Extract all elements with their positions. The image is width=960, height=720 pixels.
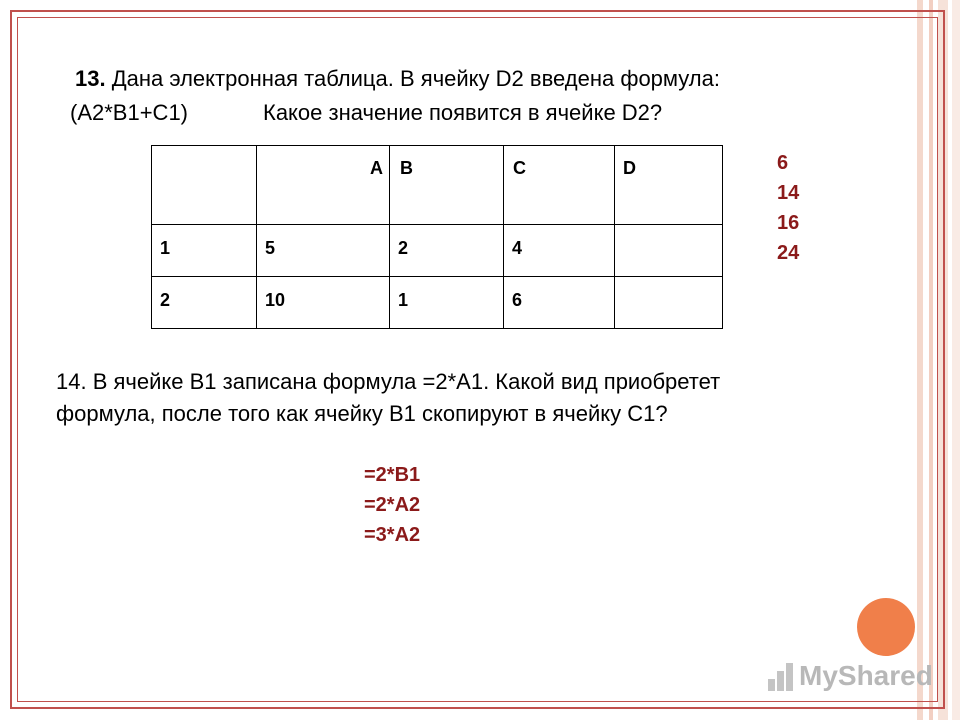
- table-cell: [615, 225, 723, 277]
- question-13-question: Какое значение появится в ячейке D2?: [263, 100, 663, 125]
- answers-14: [364, 460, 420, 550]
- table-header-cell: [257, 146, 390, 225]
- question-13-line2: [70, 100, 663, 126]
- bar-chart-icon: [768, 661, 793, 691]
- answer-option[interactable]: 6: [777, 152, 789, 174]
- answer-option[interactable]: =3*A2: [364, 524, 421, 546]
- answers-13: [777, 148, 799, 268]
- table-cell: [615, 277, 723, 329]
- table-cell: 2: [152, 277, 257, 329]
- question-13-line1: Дана электронная таблица. В ячейку D2 введена формула:: [105, 66, 720, 91]
- table-cell: 1: [390, 277, 504, 329]
- table-header-cell: D: [615, 146, 723, 225]
- question-14-text: [56, 366, 720, 430]
- question-14-line2: формула, после того как ячейку B1 скопируют в ячейку C1?: [56, 401, 668, 426]
- table-header-cell: C: [504, 146, 615, 225]
- question-13-number: 13.: [75, 66, 106, 91]
- table-cell: 6: [504, 277, 615, 329]
- table-header-cell: [152, 146, 257, 225]
- table-cell: 4: [504, 225, 615, 277]
- spreadsheet-table: [151, 145, 723, 329]
- question-14-line1: 14. В ячейке B1 записана формула =2*A1. Какой вид приобретет: [56, 369, 721, 394]
- question-13-formula: (A2*B1+C1): [70, 100, 189, 125]
- answer-option[interactable]: 14: [777, 182, 800, 204]
- answer-option[interactable]: 24: [777, 242, 800, 264]
- table-row: [152, 225, 723, 277]
- myshared-logo: [768, 656, 933, 696]
- column-header-a: A: [370, 158, 383, 178]
- decor-circle: [857, 598, 915, 656]
- logo-text: MyShared: [799, 660, 933, 691]
- table-row: [152, 277, 723, 329]
- table-cell: 5: [257, 225, 390, 277]
- table-cell: 2: [390, 225, 504, 277]
- answer-option[interactable]: 16: [777, 212, 800, 234]
- table-cell: 1: [152, 225, 257, 277]
- table-header-row: [152, 146, 723, 225]
- answer-option[interactable]: =2*A2: [364, 494, 421, 516]
- question-13-text: [75, 66, 720, 92]
- answer-option[interactable]: =2*B1: [364, 464, 421, 486]
- table-cell: 10: [257, 277, 390, 329]
- decor-stripe: [952, 0, 960, 720]
- table-header-cell: B: [390, 146, 504, 225]
